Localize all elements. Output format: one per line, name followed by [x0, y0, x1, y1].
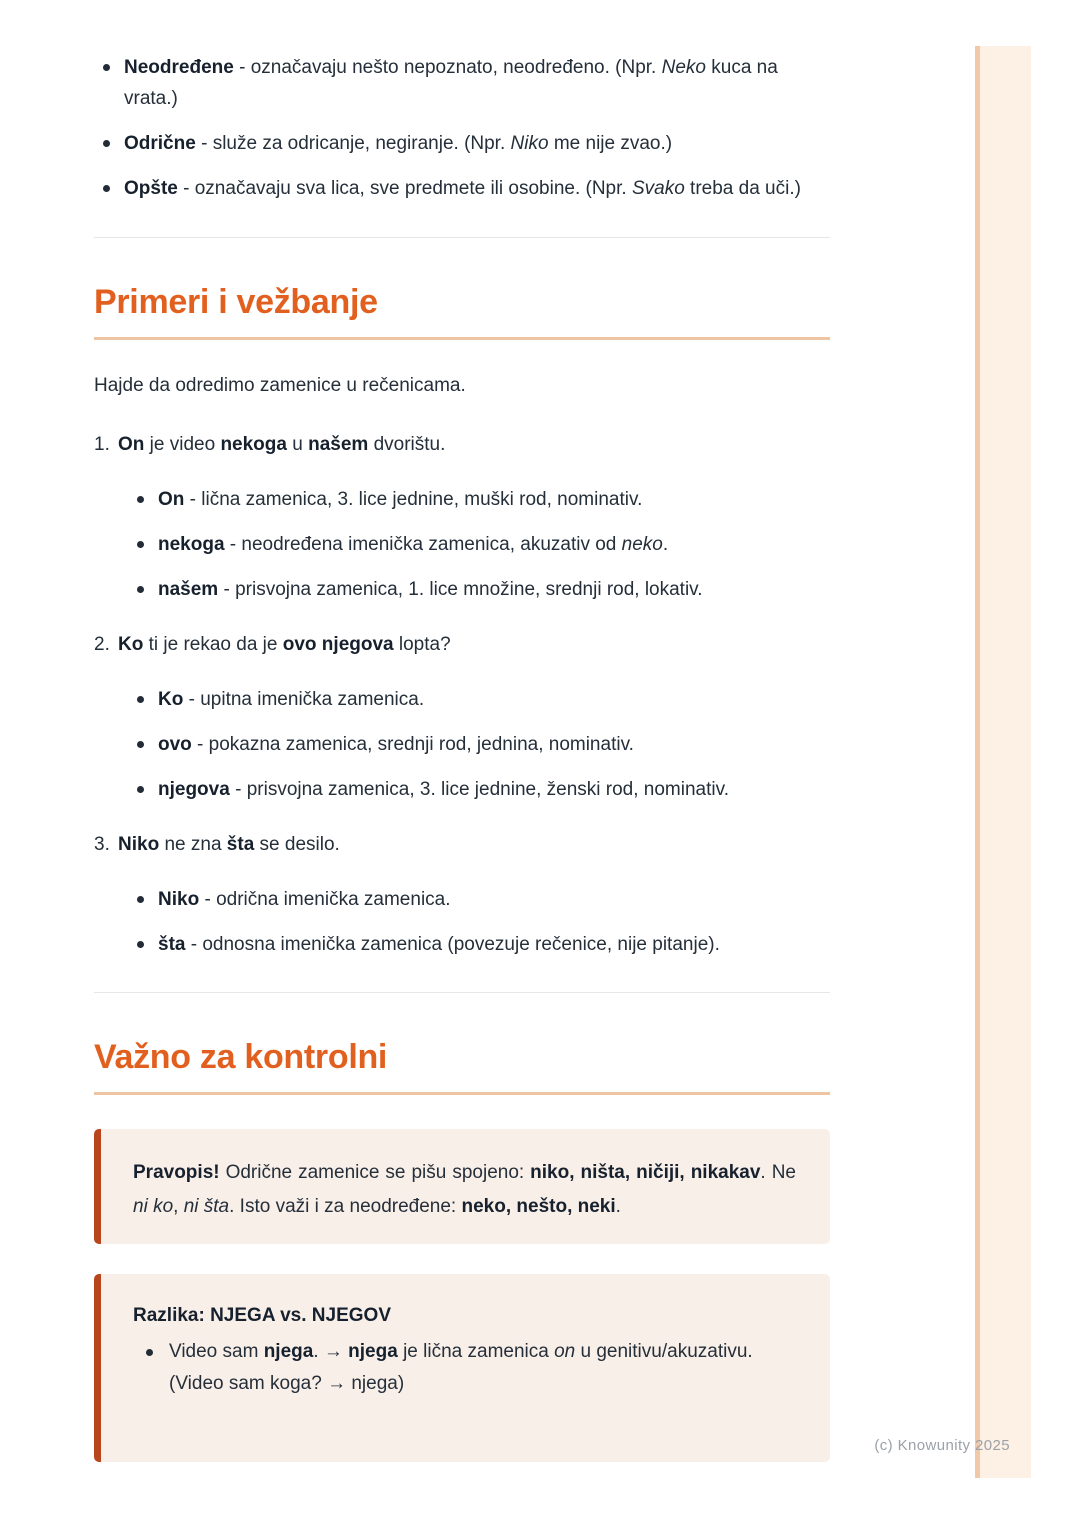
callout-points-list [133, 1336, 796, 1400]
list-item [118, 929, 830, 960]
document-content [94, 0, 830, 1462]
copyright-watermark: (c) Knowunity 2025 [874, 1437, 1010, 1454]
list-item [94, 173, 830, 204]
section-divider [94, 992, 830, 993]
list-item [118, 529, 830, 560]
list-item-text: njegova - prisvojna zamenica, 3. lice jednine, ženski rod, nominativ. [158, 779, 729, 800]
list-item-text: našem - prisvojna zamenica, 1. lice množine, srednji rod, lokativ. [158, 579, 703, 600]
example-item [94, 429, 830, 605]
callout-pravopis [94, 1129, 830, 1244]
list-item-text: ovo - pokazna zamenica, srednji rod, jednina, nominativ. [158, 734, 634, 755]
section-title-examples: Primeri i vežbanje [94, 282, 830, 340]
example-sentence: Niko ne zna šta se desilo. [118, 834, 340, 855]
example-analysis-list [118, 684, 830, 805]
list-item-text: Ko - upitna imenička zamenica. [158, 689, 425, 710]
list-item-text: nekoga - neodređena imenička zamenica, akuzativ od neko. [158, 534, 669, 555]
list-item-text: šta - odnosna imenička zamenica (povezuje rečenice, nije pitanje). [158, 934, 720, 955]
callout-title: Razlika: NJEGA vs. NJEGOV [133, 1305, 392, 1326]
list-item [118, 684, 830, 715]
list-item-text: Video sam njega. → njega je lična zamenica on u genitivu/akuzativu. (Video sam koga? → njega) [169, 1341, 753, 1394]
example-sentence: On je video nekoga u našem dvorištu. [118, 434, 446, 455]
list-item [118, 574, 830, 605]
list-item-text: Neodređene - označavaju nešto nepoznato, neodređeno. (Npr. Neko kuca na vrata.) [124, 57, 778, 109]
list-item-text: Niko - odrična imenička zamenica. [158, 889, 451, 910]
section-title-important: Važno za kontrolni [94, 1037, 830, 1095]
examples-list [94, 429, 830, 960]
example-item [94, 629, 830, 805]
example-analysis-list [118, 484, 830, 605]
lead-paragraph: Hajde da odredimo zamenice u rečenicama. [94, 375, 466, 396]
example-item [94, 829, 830, 960]
list-item-text: On - lična zamenica, 3. lice jednine, muški rod, nominativ. [158, 489, 643, 510]
list-item [118, 484, 830, 515]
callout-razlika [94, 1274, 830, 1462]
list-item [133, 1336, 796, 1400]
list-item [118, 729, 830, 760]
list-item [94, 52, 830, 114]
list-item [94, 128, 830, 159]
section-divider [94, 237, 830, 238]
callout-body: Pravopis! Odrične zamenice se pišu spojeno: niko, ništa, ničiji, nikakav. Ne ni ko, ni šta. Isto važi i za neodređene: neko, nešto, neki. [133, 1162, 796, 1217]
list-item-text: Odrične - služe za odricanje, negiranje. (Npr. Niko me nije zvao.) [124, 133, 673, 154]
list-item-text: Opšte - označavaju sva lica, sve predmete ili osobine. (Npr. Svako treba da uči.) [124, 178, 801, 199]
pronoun-types-list [94, 52, 830, 204]
list-item [118, 884, 830, 915]
page-edge-decoration [975, 46, 1031, 1478]
example-sentence: Ko ti je rekao da je ovo njegova lopta? [118, 634, 451, 655]
list-item [118, 774, 830, 805]
example-analysis-list [118, 884, 830, 960]
